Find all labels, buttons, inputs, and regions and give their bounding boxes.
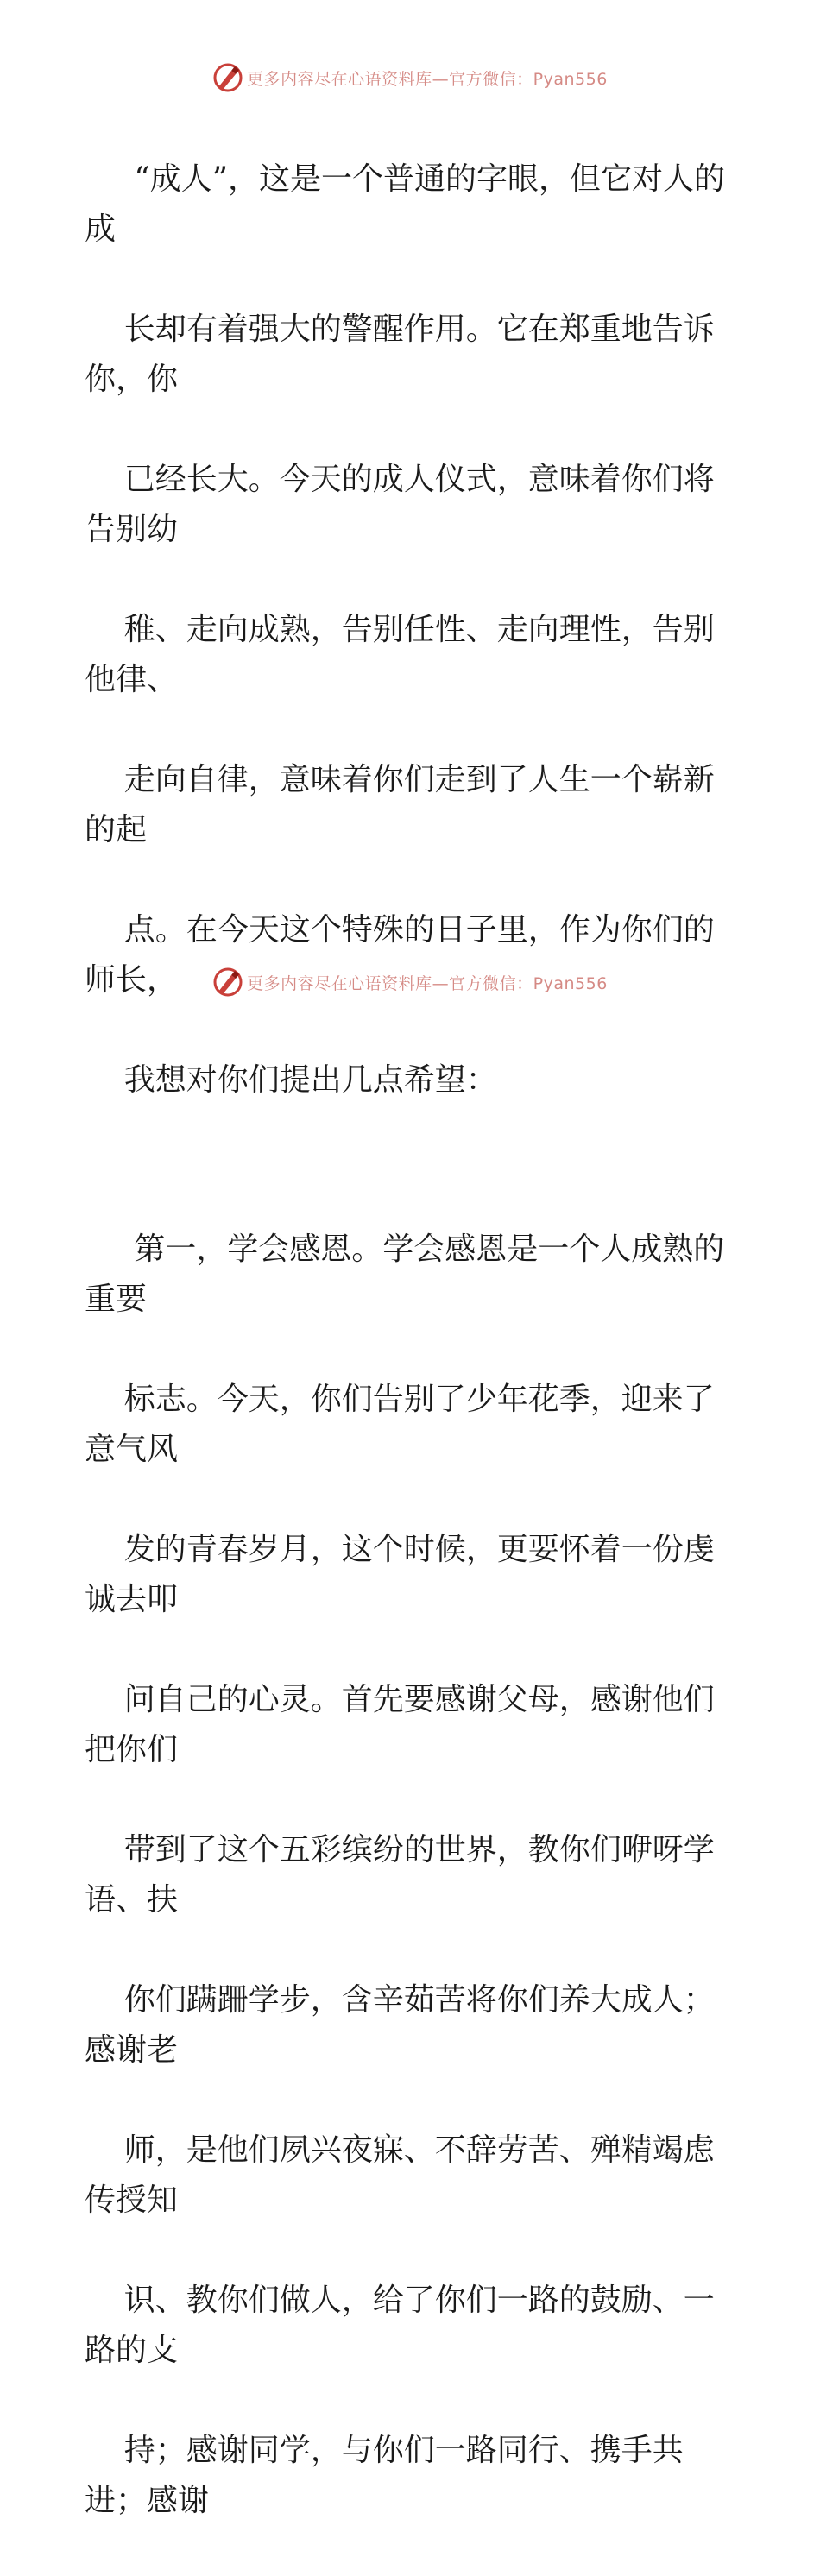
footer-banner [0, 965, 820, 999]
text-line: 识、教你们做人，给了你们一路的鼓励、一路的支 [85, 2283, 715, 2368]
header-banner [0, 60, 820, 95]
footer-banner-text: 更多内容尽在心语资料库—官方微信：Pyan556 [247, 973, 608, 993]
text-line: 我想对你们提出几点希望： [123, 1062, 497, 1098]
pen-circle-logo-icon [212, 967, 243, 998]
text-line: 持；感谢同学，与你们一路同行、携手共进；感谢 [85, 2433, 684, 2518]
text-line: 长却有着强大的警醒作用。它在郑重地告诉你，你 [85, 312, 715, 397]
text-line: 第一，学会感恩。学会感恩是一个人成熟的重要 [85, 1231, 725, 1317]
header-banner-text: 更多内容尽在心语资料库—官方微信：Pyan556 [247, 69, 608, 89]
text-line: 稚、走向成熟，告别任性、走向理性，告别他律、 [85, 612, 715, 697]
text-line: 你们蹒跚学步，含辛茹苦将你们养大成人；感谢老 [85, 1982, 715, 2068]
text-line: 带到了这个五彩缤纷的世界，教你们咿呀学语、扶 [85, 1832, 715, 1918]
text-line: 标志。今天，你们告别了少年花季，迎来了意气风 [85, 1382, 715, 1467]
text-line: 点。在今天这个特殊的日子里，作为你们的师长， [85, 912, 715, 998]
text-line: 问自己的心灵。首先要感谢父母，感谢他们把你们 [85, 1682, 715, 1767]
text-line: 走向自律，意味着你们走到了人生一个崭新的起 [85, 762, 715, 847]
text-line: 发的青春岁月，这个时候，更要怀着一份虔诚去叩 [85, 1532, 715, 1617]
text-line: 已经长大。今天的成人仪式，意味着你们将告别幼 [85, 462, 715, 547]
pen-circle-logo-icon [212, 62, 243, 93]
document-body [85, 104, 741, 2576]
paragraph-2 [85, 1175, 741, 2576]
text-line: 师，是他们夙兴夜寐、不辞劳苦、殚精竭虑传授知 [85, 2132, 715, 2218]
text-line: “成人”，这是一个普通的字眼，但它对人的成 [85, 161, 726, 247]
